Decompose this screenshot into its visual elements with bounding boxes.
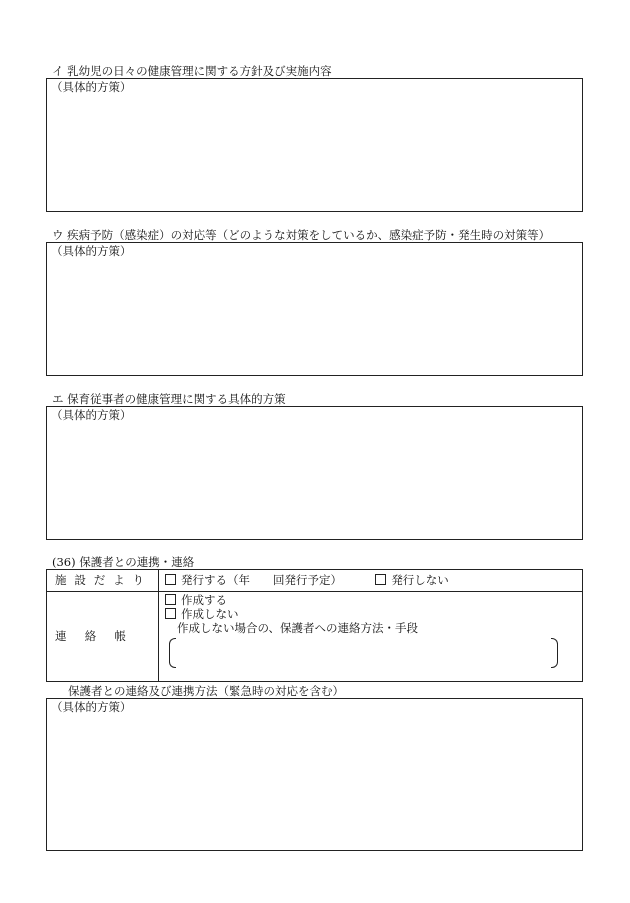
no-create-method-field[interactable] bbox=[165, 635, 576, 669]
section-u-answer-box[interactable] bbox=[46, 242, 583, 376]
issue-checkbox[interactable] bbox=[165, 574, 176, 585]
create-option-label: 作成する bbox=[181, 593, 227, 607]
notebook-label bbox=[53, 630, 152, 644]
notebook-label-char: 絡 bbox=[84, 628, 97, 643]
no-issue-option-label: 発行しない bbox=[391, 572, 449, 587]
newsletter-label-char: 設 bbox=[74, 572, 86, 587]
newsletter-label-char: だ bbox=[93, 572, 106, 587]
create-checkbox[interactable] bbox=[165, 594, 176, 605]
section-e-box-label: （具体的方策） bbox=[51, 408, 132, 422]
contact-table bbox=[46, 569, 583, 682]
section-u-box-label: （具体的方策） bbox=[51, 244, 132, 258]
newsletter-label-cell bbox=[47, 570, 159, 592]
no-create-option-label: 作成しない bbox=[181, 606, 239, 621]
coordination-box-label: （具体的方策） bbox=[51, 700, 132, 714]
issue-option[interactable] bbox=[165, 573, 342, 587]
no-issue-option[interactable] bbox=[375, 573, 449, 587]
create-option[interactable] bbox=[165, 594, 576, 608]
newsletter-label-char: よ bbox=[113, 572, 125, 587]
issue-option-label: 発行する（年 回発行予定） bbox=[181, 572, 342, 587]
section-e-answer-box[interactable] bbox=[46, 406, 583, 540]
no-create-note: 作成しない場合の、保護者への連絡方法・手段 bbox=[177, 620, 419, 635]
no-create-option[interactable] bbox=[165, 608, 576, 622]
left-bracket bbox=[169, 638, 176, 668]
section-u-heading: ウ 疾病予防（感染症）の対応等（どのような対策をしているか、感染症予防・発生時の対策等） bbox=[52, 228, 551, 242]
notebook-row bbox=[47, 592, 583, 682]
no-issue-checkbox[interactable] bbox=[375, 574, 386, 585]
newsletter-row bbox=[47, 570, 583, 592]
notebook-label-char: 帳 bbox=[114, 628, 126, 643]
notebook-label-cell bbox=[47, 592, 159, 682]
section-e-heading: エ 保育従事者の健康管理に関する具体的方策 bbox=[52, 392, 286, 406]
coordination-answer-box[interactable] bbox=[46, 698, 583, 851]
section-i-box-label: （具体的方策） bbox=[51, 80, 132, 94]
right-bracket bbox=[551, 638, 558, 668]
notebook-label-char: 連 bbox=[55, 628, 67, 643]
newsletter-label bbox=[53, 574, 152, 588]
newsletter-options-cell bbox=[159, 570, 583, 592]
contact-heading: (36) 保護者との連携・連絡 bbox=[52, 555, 195, 569]
notebook-options-cell bbox=[159, 592, 583, 682]
newsletter-label-char: 施 bbox=[55, 572, 67, 587]
coordination-heading: 保護者との連絡及び連携方法（緊急時の対応を含む） bbox=[68, 684, 344, 698]
no-create-checkbox[interactable] bbox=[165, 608, 176, 619]
newsletter-label-char: り bbox=[132, 572, 144, 587]
section-i-answer-box[interactable] bbox=[46, 78, 583, 212]
section-i-heading: イ 乳幼児の日々の健康管理に関する方針及び実施内容 bbox=[52, 64, 332, 78]
